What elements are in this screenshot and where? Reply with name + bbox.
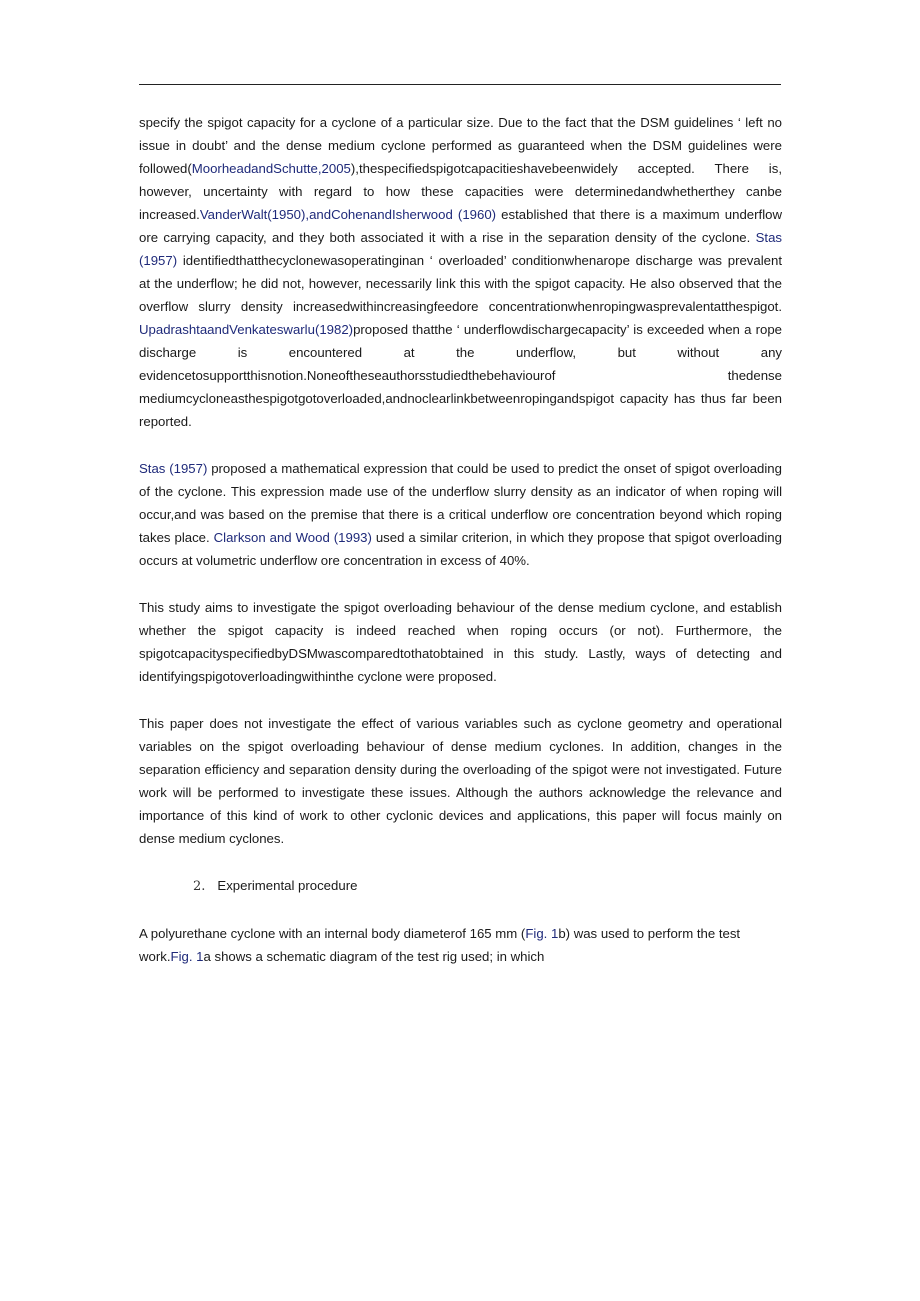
paragraph-intro-spigot-capacity: specify the spigot capacity for a cyclone of a particular size. Due to the fact that the DSM guidelines ‘ left no issue in doubt’ and the dense medium cyclone performed as guaranteed when the DSM guidelines were followed(MoorheadandSchutte,2005),thespecifiedspigotcapacitieshavebeenwidely accepted. There is, however, uncertainty with regard to how these capacities were determinedandwhetherthey canbe increased.VanderWalt(1950),andCohenandIsherwood (1960) established that there is a maximum underflow ore carrying capacity, and they both associated it with a rise in the separation density of the cyclone. Stas (1957) identifiedthatthecyclonewasoperatinginan ‘ overloaded’ conditionwhenarope discharge was prevalent at the underflow; he did not, however, necessarily link this with the spigot capacity. He also observed that the overflow slurry density increasedwithincreasingfeedore concentrationwhenropingwasprevalentatthespigot. UpadrashtaandVenkateswarlu(1982)proposed thatthe ‘ underflowdischargecapacity’ is exceeded when a rope discharge is encountered at the underflow, but without any evidencetosupportthisnotion.Noneoftheseauthorsstudiedthebehaviourof thedense mediumcycloneasthespigotgotoverloaded,andnoclearlinkbetweenropingandspigot capacity has thus far been reported. [139,115,782,429]
paragraph-study-aims: This study aims to investigate the spigot overloading behaviour of the dense medium cyclone, and establish whether the spigot capacity is indeed reached when roping occurs (or not). Furthermore, the spigotcapacityspecifiedbyDSMwascomparedtothatobtained in this study. Lastly, ways of detecting and identifyingspigotoverloadingwithinthe cyclone were proposed. [139,600,782,684]
citation-link[interactable]: Stas (1957) [139,230,782,268]
figure-link[interactable]: Fig. 1 [525,926,559,941]
section-title: Experimental procedure [217,878,358,893]
section-heading [139,874,782,898]
citation-link[interactable]: VanderWalt(1950),andCohenandIsherwood (1960) [199,207,497,222]
header-rule [139,84,781,85]
citation-link[interactable]: UpadrashtaandVenkateswarlu(1982) [139,322,354,337]
figure-link[interactable]: Fig. 1 [170,949,204,964]
section-number: 2. [193,879,206,894]
citation-link[interactable]: Stas (1957) [139,461,208,476]
article-body [139,111,782,992]
paragraph-roping-criteria: Stas (1957) proposed a mathematical expression that could be used to predict the onset of spigot overloading of the cyclone. This expression made use of the underflow slurry density as an indicator of when roping will occur,and was based on the premise that there is a critical underflow ore concentration beyond which roping takes place. Clarkson and Wood (1993) used a similar criterion, in which they propose that spigot overloading occurs at volumetric underflow ore concentration in excess of 40%. [139,461,782,568]
paragraph-scope: This paper does not investigate the effect of various variables such as cyclone geometry and operational variables on the spigot overloading behaviour of dense medium cyclones. In addition, changes in the separation efficiency and separation density during the overloading of the spigot were not investigated. Future work will be performed to investigate these issues. Although the authors acknowledge the relevance and importance of this kind of work to other cyclonic devices and applications, this paper will focus mainly on dense medium cyclones. [139,716,782,846]
citation-link[interactable]: MoorheadandSchutte,2005 [191,161,351,176]
citation-link[interactable]: Clarkson and Wood (1993) [213,530,372,545]
paragraph-experimental: A polyurethane cyclone with an internal body diameterof 165 mm (Fig. 1b) was used to perform the test work.Fig. 1a shows a schematic diagram of the test rig used; in which [139,926,741,964]
